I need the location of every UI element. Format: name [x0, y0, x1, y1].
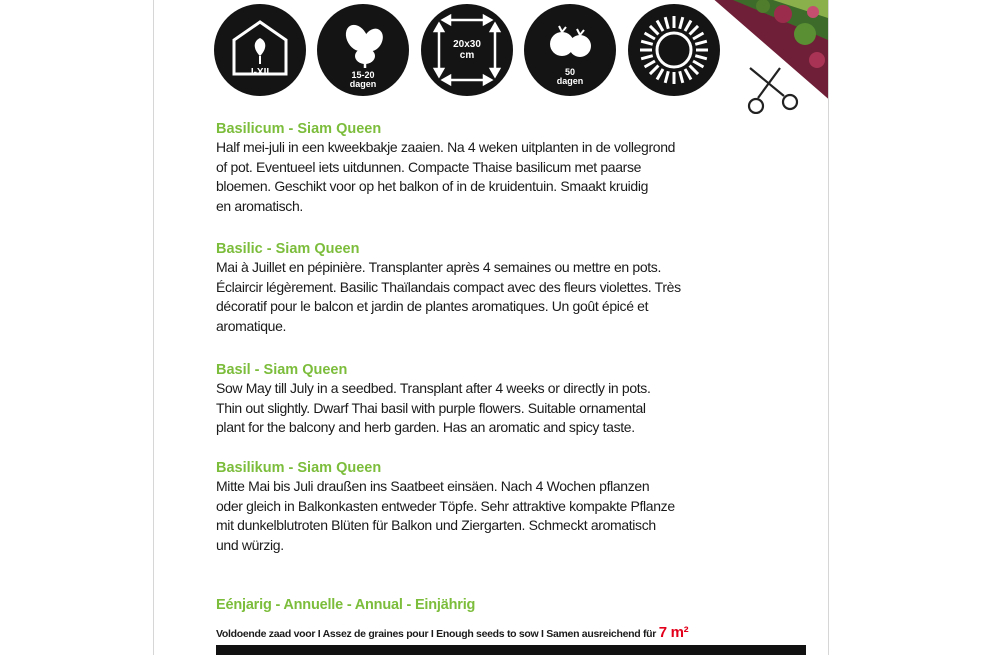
sun-ray	[645, 33, 655, 39]
body-line: Sow May till July in a seedbed. Transplant after 4 weeks or directly in pots.	[216, 380, 651, 396]
harvest-unit-label: dagen	[556, 76, 584, 86]
body-line: Half mei-juli in een kweekbakje zaaien. Na 4 weken uitplanten in de vollegrond	[216, 139, 676, 155]
sun-ray	[693, 61, 703, 67]
greenhouse-sowing-icon	[214, 4, 306, 96]
germination-unit-label: dagen	[349, 79, 377, 89]
sun-ray	[650, 66, 658, 74]
sun-ray	[680, 17, 683, 29]
body-line: und würzig.	[216, 537, 284, 554]
section-title: Basilicum - Siam Queen	[216, 121, 382, 137]
body-line: Éclaircir légèrement. Basilic Thaïlandais compact avec des fleurs violettes. Très	[216, 278, 681, 295]
body-line: bloemen. Geschikt voor op het balkon of in de kruidentuin. Smaakt kruidig	[216, 178, 649, 195]
section-body	[216, 379, 804, 438]
section-title: Basilic - Siam Queen	[216, 241, 360, 257]
body-line: décoratif pour le balcon et jardin de plantes aromatiques. Un goût épicé et	[216, 298, 649, 315]
sun-ray	[680, 71, 683, 83]
body-line: Mai à Juillet en pépinière. Transplanter après 4 semaines ou mettre en pots.	[216, 259, 661, 275]
section-english	[216, 361, 804, 438]
section-body	[216, 138, 804, 217]
spacing-value-label: 20x30	[453, 39, 481, 50]
seed-coverage-text: Voldoende zaad voor I Assez de graines pour I Enough seeds to sow I Samen ausreichend für	[216, 628, 657, 640]
sowing-period-label: I-XII	[250, 67, 270, 78]
sun-ray	[645, 61, 655, 67]
sun-ray	[690, 66, 698, 74]
body-line: en aromatisch.	[216, 198, 303, 215]
spacing-unit-label: cm	[459, 50, 475, 61]
scissors-icon	[746, 64, 802, 114]
body-line: aromatique.	[216, 318, 287, 335]
sun-ray	[657, 69, 663, 79]
sun-ray	[695, 41, 707, 44]
seed-packet-back	[153, 0, 829, 655]
harvest-icon	[524, 4, 616, 96]
body-line: oder gleich in Balkonkasten entweder Töpfe. Sehr attraktive kompakte Pflanze	[216, 497, 675, 514]
sun-ray	[641, 41, 653, 44]
sun-ray	[695, 56, 707, 59]
body-line: of pot. Eventueel iets uitdunnen. Compacte Thaise basilicum met paarse	[216, 158, 642, 175]
germination-days-label: 15-20	[351, 70, 375, 80]
sun-ray	[690, 26, 698, 34]
sun-icon	[628, 4, 720, 96]
body-line: plant for the balcony and herb garden. Has an aromatic and spicy taste.	[216, 419, 635, 436]
section-body	[216, 477, 804, 556]
sun-ray	[665, 17, 668, 29]
seed-coverage-area: 7 m²	[658, 624, 689, 641]
sun-ray	[641, 56, 653, 59]
sun-ray	[685, 69, 691, 79]
sun-ray	[665, 71, 668, 83]
section-body	[216, 258, 804, 337]
harvest-days-label: 50	[564, 67, 575, 77]
annual-label: Eénjarig - Annuelle - Annual - Einjährig	[216, 597, 476, 613]
germination-icon	[317, 4, 409, 96]
sun-ray	[657, 21, 663, 31]
bottom-bar	[216, 645, 806, 655]
section-title: Basil - Siam Queen	[216, 362, 348, 378]
body-line: mit dunkelblutroten Blüten für Balkon und Ziergarten. Schmeckt aromatisch	[216, 517, 656, 534]
section-dutch	[216, 120, 804, 217]
body-line: Thin out slightly. Dwarf Thai basil with purple flowers. Suitable ornamental	[216, 399, 646, 416]
sun-ray	[693, 33, 703, 39]
sun-ray	[685, 21, 691, 31]
section-german	[216, 459, 804, 556]
seed-coverage	[216, 624, 806, 641]
sun-ray	[650, 26, 658, 34]
cultivation-icons	[214, 4, 720, 98]
body-line: Mitte Mai bis Juli draußen ins Saatbeet einsäen. Nach 4 Wochen pflanzen	[216, 478, 650, 494]
section-title: Basilikum - Siam Queen	[216, 460, 382, 476]
section-french	[216, 240, 804, 337]
spacing-icon	[421, 4, 513, 96]
